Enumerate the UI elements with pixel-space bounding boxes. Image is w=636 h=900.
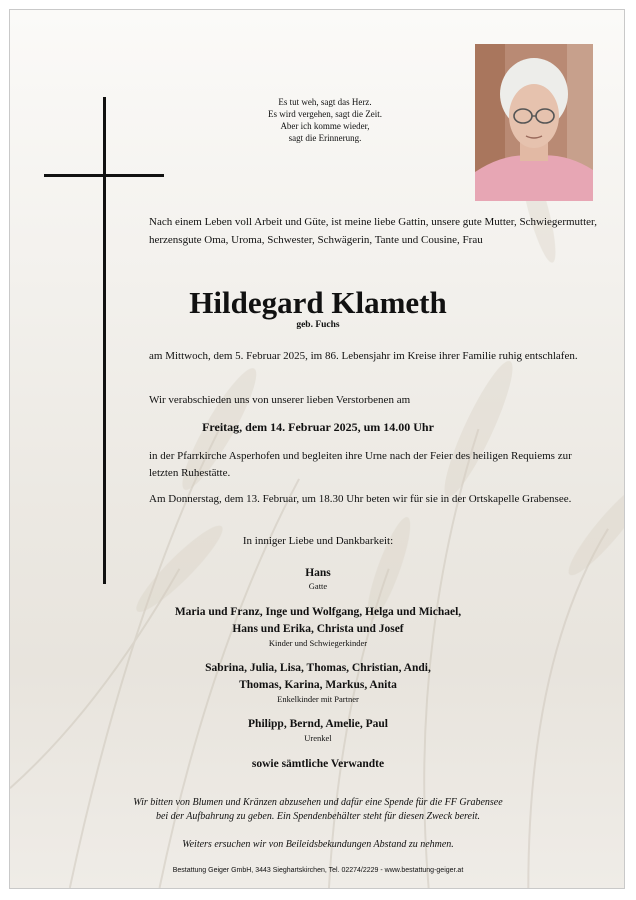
farewell-text: Wir verabschieden uns von unserer lieben Verstorbenen am <box>149 394 411 406</box>
poem-line: Es wird vergehen, sagt die Zeit. <box>267 109 383 119</box>
maiden-name: geb. Fuchs <box>296 320 340 330</box>
deceased-name: Hildegard Klameth <box>189 285 447 320</box>
poem-line: Aber ich komme wieder, <box>280 121 370 131</box>
donation-request-line: bei der Aufbahrung zu geben. Ein Spendenbehälter steht für diesen Zweck bereit. <box>155 811 481 822</box>
relation-label: Gatte <box>308 581 328 591</box>
donation-request-line: Wir bitten von Blumen und Kränzen abzusehen und dafür eine Spende für die FF Grabensee <box>133 797 503 808</box>
mourner-great-grandchildren: Philipp, Bernd, Amelie, Paul <box>248 718 388 730</box>
poem <box>250 96 400 144</box>
cross-icon-crossbar <box>44 174 164 177</box>
portrait-photo <box>475 44 593 201</box>
relation-label: Enkelkinder mit Partner <box>277 694 359 704</box>
poem-line: Es tut weh, sagt das Herz. <box>278 97 372 107</box>
mourner-spouse: Hans <box>305 567 331 579</box>
mourner-children-line: Hans und Erika, Christa und Josef <box>232 623 404 635</box>
footer-text: Bestattung Geiger GmbH, 3443 Sieghartskirchen, Tel. 02274/2229 - www.bestattung-geiger.at <box>172 867 464 874</box>
prayer-text: Am Donnerstag, dem 13. Februar, um 18.30 Uhr beten wir für sie in der Ortskapelle Grabensee. <box>149 493 572 505</box>
mourner-relatives: sowie sämtliche Verwandte <box>251 758 385 770</box>
poem-line: sagt die Erinnerung. <box>288 133 362 143</box>
gratitude-line: In inniger Liebe und Dankbarkeit: <box>242 535 394 547</box>
cross-icon <box>103 97 106 584</box>
church-text: in der Pfarrkirche Asperhofen und begleiten ihre Urne nach der Feier des heiligen Requiems zur letzten Ruhestätte. <box>149 450 572 479</box>
condolence-note: Weiters ersuchen wir von Beileidsbekundungen Abstand zu nehmen. <box>182 839 454 850</box>
mourner-children-line: Maria und Franz, Inge und Wolfgang, Helga und Michael, <box>174 606 462 618</box>
portrait-image <box>475 44 593 201</box>
mourner-grandchildren-line: Thomas, Karina, Markus, Anita <box>239 679 397 691</box>
relation-label: Kinder und Schwiegerkinder <box>268 638 368 648</box>
death-text: am Mittwoch, dem 5. Februar 2025, im 86. Lebensjahr im Kreise ihrer Familie ruhig entschlafen. <box>149 350 578 362</box>
intro-text: Nach einem Leben voll Arbeit und Güte, ist meine liebe Gattin, unsere gute Mutter, Schwiegermutter, herzensgute Oma, Uroma, Schwester, Schwägerin, Tante und Cousine, Frau <box>149 216 597 246</box>
funeral-date: Freitag, dem 14. Februar 2025, um 14.00 Uhr <box>202 420 434 434</box>
parte-card <box>9 9 625 889</box>
relation-label: Urenkel <box>304 733 332 743</box>
mourner-grandchildren-line: Sabrina, Julia, Lisa, Thomas, Christian, Andi, <box>205 662 431 674</box>
